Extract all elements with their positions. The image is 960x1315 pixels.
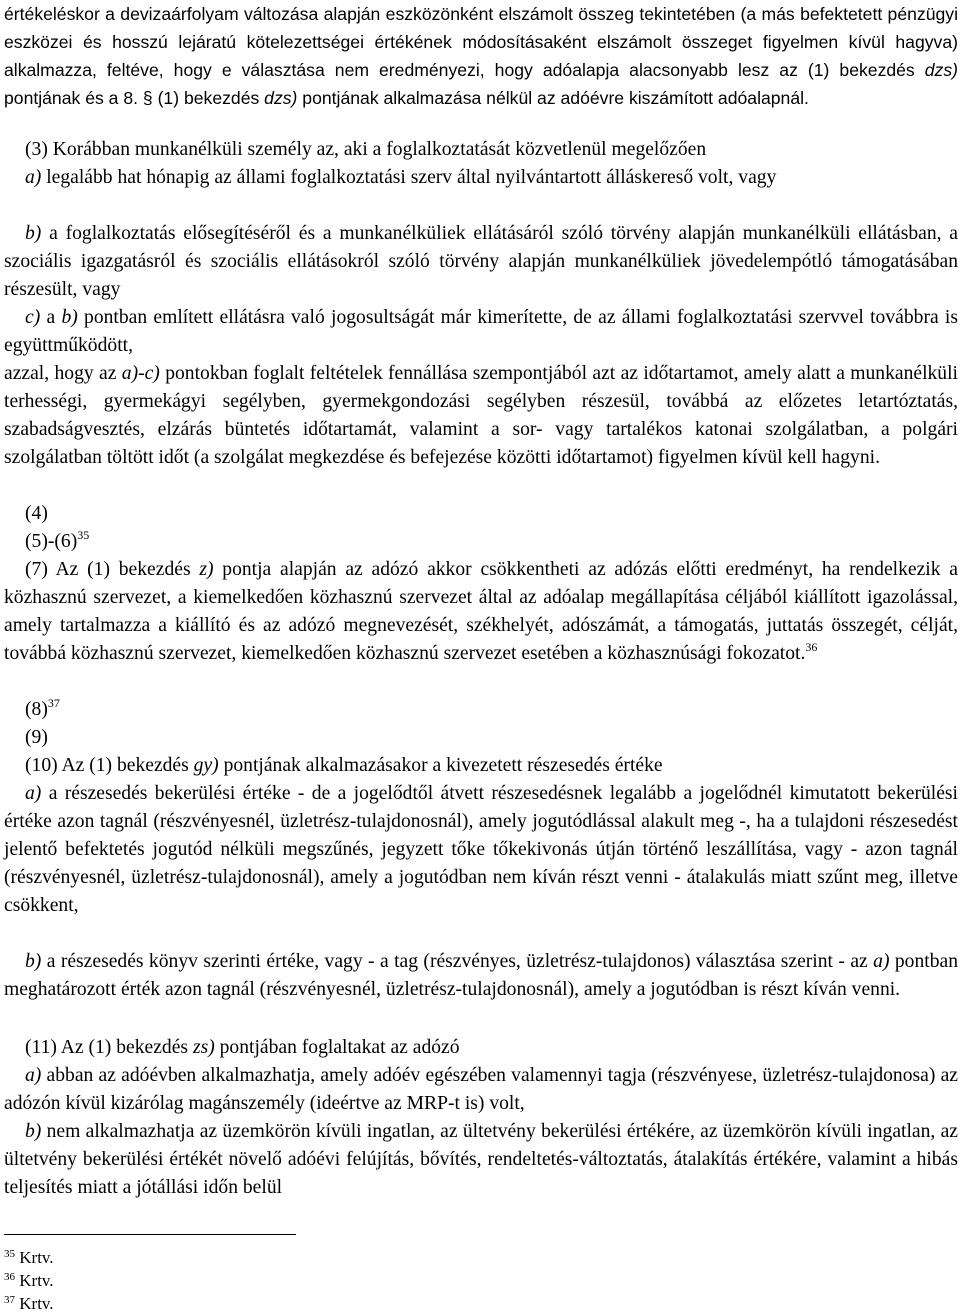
text-run: nem alkalmazhatja az üzemkörön kívüli ingatlan, az ültetvény bekerülési értékére, az üzemkörön kívüli ingatlan, az ültetvény bekerülési értékét növelő adóévi felújítás, bővítés, rendeltetés-változtatás, átalakítás értékére, valamint a hibás teljesítés miatt a jótállási időn belül	[4, 1121, 958, 1198]
text-run: pontjának alkalmazásakor a kivezetett részesedés értéke	[218, 755, 663, 776]
point-label: a)	[25, 167, 42, 188]
text-run: (11) Az (1) bekezdés	[25, 1037, 193, 1058]
text-run: pontja alapján az adózó akkor csökkentheti az adózás előtti eredményt, ha rendelkezik a közhasznú szervezet, a kiemelkedően közhasznú szervezet által az adóalap megállapítása céljából kiállított igazolással, amely tartalmazza a kiállító és az adózó megnevezését, székhelyét, adószámát, a támogatás, juttatás összegét, célját, továbbá közhasznú szervezet, kiemelkedően közhasznú szervezet esetében a közhasznúsági fokozatot.	[4, 559, 958, 664]
paragraph-7	[4, 556, 958, 668]
text-run: a	[40, 307, 62, 328]
point-reference: b)	[61, 307, 78, 328]
footnote-number: 37	[4, 1294, 15, 1306]
text-run: legalább hat hónapig az állami foglalkoztatási szerv által nyilvántartott álláskereső volt, vagy	[41, 167, 777, 188]
text-run: pontjának és a 8. § (1) bekezdés	[4, 88, 265, 108]
footnote-35	[4, 1248, 54, 1268]
text-run: (3) Korábban munkanélküli személy az, aki a foglalkoztatását közvetlenül megelőzően	[25, 139, 707, 160]
text-run: (8)	[25, 699, 48, 720]
text-run: pontban említett ellátásra való jogosultságát már kimerítette, de az állami foglalkoztatási szervvel továbbra is együttműködött,	[4, 307, 958, 356]
point-reference: gy)	[193, 755, 219, 776]
point-label: c)	[25, 307, 41, 328]
paragraph-9	[4, 724, 958, 752]
text-run: pontjában foglaltakat az adózó	[214, 1037, 460, 1058]
paragraph-3-point-a	[4, 164, 958, 192]
paragraph-10-heading	[4, 752, 958, 780]
footnote-marker[interactable]: 36	[805, 640, 818, 654]
text-run: (5)-(6)	[25, 531, 78, 552]
paragraph-10-point-a	[4, 780, 958, 920]
point-reference: a)-c)	[121, 363, 160, 384]
footnote-text: Krtv.	[15, 1271, 54, 1290]
point-label: b)	[25, 1121, 42, 1142]
paragraph-3-point-b	[4, 220, 958, 304]
paragraph-11-point-a	[4, 1062, 958, 1118]
text-run: (4)	[25, 503, 48, 524]
point-label: b)	[25, 951, 42, 972]
paragraph-11-point-b	[4, 1118, 958, 1202]
text-run: (7) Az (1) bekezdés	[25, 559, 200, 580]
point-label: a)	[25, 1065, 42, 1086]
text-run: pontokban foglalt feltételek fennállása szempontjából azt az időtartamot, amely alatt a munkanélküli terhességi, gyermekágyi segélyben, gyermekgondozási segélyben részesül, továbbá az előzetes letartóztatás, szabadságvesztés, elzárás büntetés időtartamát, valamint a sor- vagy tartalékos katonai szolgálatban, a polgári szolgálatban töltött időt (a szolgálat megkezdése és befejezése közötti időtartamot) figyelmen kívül kell hagyni.	[4, 363, 958, 468]
paragraph-11-heading	[4, 1034, 958, 1062]
point-reference: a)	[873, 951, 890, 972]
footnote-number: 35	[4, 1248, 15, 1260]
paragraph-3-heading	[4, 136, 958, 164]
point-label: b)	[25, 223, 42, 244]
footnote-text: Krtv.	[15, 1294, 54, 1313]
point-reference: z)	[199, 559, 214, 580]
paragraph-4	[4, 500, 958, 528]
point-reference: zs)	[192, 1037, 215, 1058]
footnote-text: Krtv.	[15, 1248, 54, 1267]
text-run: értékeléskor a devizaárfolyam változása alapján eszközönként elszámolt összeg tekintetében (a más befektetett pénzügyi eszközei és hosszú lejáratú kötelezettségei értékének módosításaként elszámolt összeget figyelmen kívül hagyva) alkalmazza, feltéve, hogy e választása nem eredményezi, hogy adóalapja alacsonyabb lesz az (1) bekezdés	[4, 4, 958, 80]
point-label: a)	[25, 783, 42, 804]
text-run: (9)	[25, 727, 48, 748]
text-run: pontjának alkalmazása nélkül az adóévre kiszámított adóalapnál.	[297, 88, 809, 108]
text-run: abban az adóévben alkalmazhatja, amely adóév egészében valamennyi tagja (részvényese, üzletrész-tulajdonosa) az adózón kívül kizárólag magánszemély (ideértve az MRP-t is) volt,	[4, 1065, 958, 1114]
text-run: azzal, hogy az	[4, 363, 122, 384]
paragraph-3-tail	[4, 360, 958, 472]
footnote-37	[4, 1294, 54, 1314]
text-run: pontban meghatározott érték azon tagnál (részvényesnél, üzletrész-tulajdonosnál), amely a jogutódban is részt kíván venni.	[4, 951, 959, 1000]
text-run: a foglalkoztatás elősegítéséről és a munkanélküliek ellátásáról szóló törvény alapján munkanélküli ellátásban, a szociális igazgatásról és szociális ellátásokról szóló törvény alapján munkanélküliek jövedelempótló támogatásában részesült, vagy	[4, 223, 958, 300]
paragraph-10-point-b	[4, 948, 958, 1004]
footnote-separator	[4, 1234, 296, 1235]
text-run: (10) Az (1) bekezdés	[25, 755, 194, 776]
paragraph-8	[4, 696, 958, 724]
paragraph-5-6	[4, 528, 958, 556]
point-reference: dzs)	[924, 60, 958, 80]
footnote-number: 36	[4, 1271, 15, 1283]
footnote-marker[interactable]: 37	[47, 696, 60, 710]
text-run: a részesedés bekerülési értéke - de a jogelődtől átvett részesedésnek legalább a jogelődnél kimutatott bekerülési értéke azon tagnál (részvényesnél, üzletrész-tulajdonosnál), amely jogutódlással alakult meg -, ha a tulajdoni részesedést jelentő befektetés jogutód nélküli megszűnés, jegyzett tőke tőkekivonás útján történő leszállítása, vagy - azon tagnál (részvényesnél, üzletrész-tulajdonosnál), amely a jogutódban nem kíván részt venni - átalakulás miatt szűnt meg, illetve csökkent,	[4, 783, 958, 916]
footnote-36	[4, 1271, 54, 1291]
paragraph-3-point-c	[4, 304, 958, 360]
point-reference: dzs)	[264, 88, 298, 108]
intro-paragraph	[4, 0, 958, 112]
footnote-marker[interactable]: 35	[77, 528, 90, 542]
text-run: a részesedés könyv szerinti értéke, vagy - a tag (részvényes, üzletrész-tulajdonos) választása szerint - az	[41, 951, 874, 972]
